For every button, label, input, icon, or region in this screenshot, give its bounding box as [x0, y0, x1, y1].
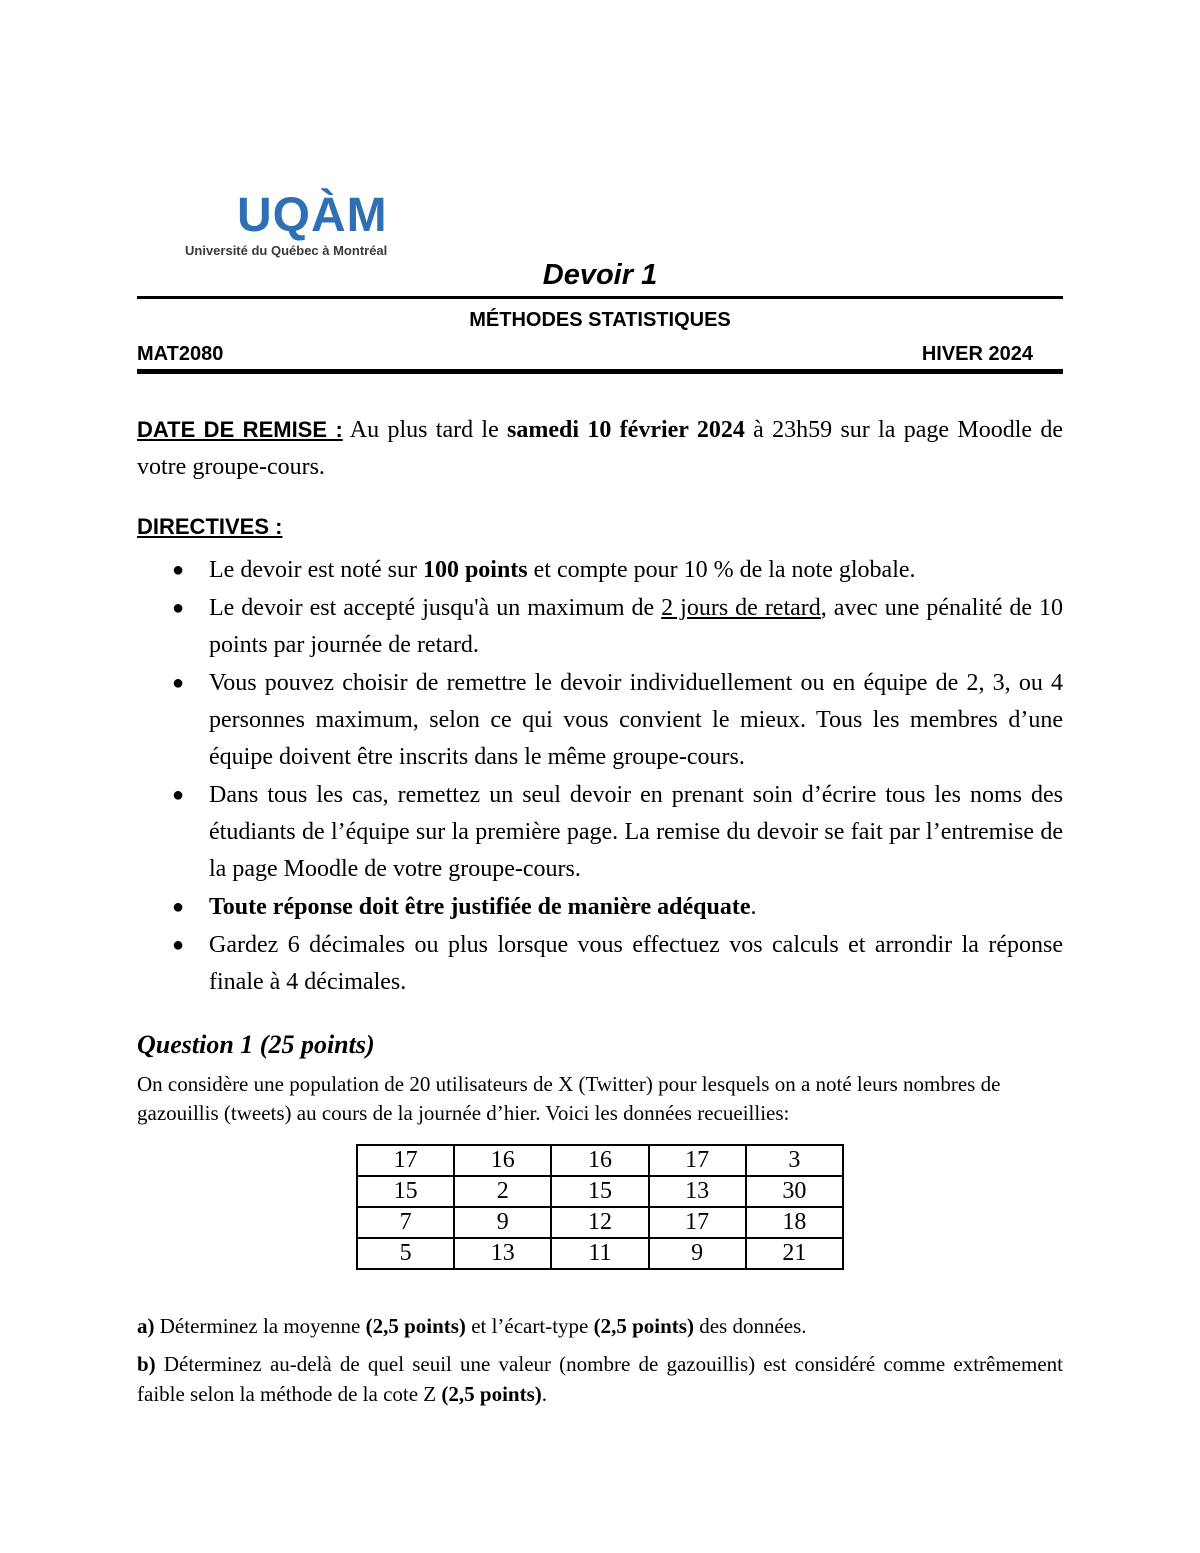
table-cell: 11 [551, 1238, 648, 1269]
list-item [137, 777, 1063, 888]
table-cell: 13 [649, 1176, 746, 1207]
question-1b [137, 1349, 1063, 1409]
bullet-icon: ● [172, 784, 185, 806]
logo-mark: UQÀM [237, 189, 388, 242]
uqam-logo [185, 190, 395, 258]
list-item [137, 889, 1063, 926]
list-item [137, 590, 1063, 664]
qa-points: (2,5 points) [593, 1314, 694, 1338]
table-cell: 21 [746, 1238, 843, 1269]
item-text: Dans tous les cas, remettez un seul devoir en prenant soin d’écrire tous les noms des étudiants de l’équipe sur la première page. La remise du devoir se fait par l’entremise de la page Moodle de votre groupe-cours. [209, 782, 1063, 882]
table-cell: 7 [357, 1207, 454, 1238]
due-text-before: Au plus tard le [342, 417, 508, 443]
list-item [137, 552, 1063, 589]
document-title: Devoir 1 [542, 259, 658, 291]
due-date-paragraph [137, 411, 1063, 486]
table-cell: 3 [746, 1145, 843, 1176]
directives-label: DIRECTIVES : [137, 514, 283, 539]
item-text: Vous pouvez choisir de remettre le devoir individuellement ou en équipe de 2, 3, ou 4 personnes maximum, selon ce qui vous convient le mieux. Tous les membres d’une équipe doivent être inscrits dans le même groupe-cours. [209, 670, 1063, 770]
question-1-intro: On considère une population de 20 utilisateurs de X (Twitter) pour lesquels on a noté leurs nombres de gazouillis (tweets) au cours de la journée d’hier. Voici les données recueillies: [137, 1072, 1001, 1125]
tweets-table [356, 1144, 844, 1270]
bullet-icon: ● [172, 896, 185, 918]
directives-heading [137, 508, 1063, 546]
qa-text: Déterminez la moyenne [154, 1314, 366, 1338]
question-1-title: Question 1 (25 points) [137, 1030, 375, 1059]
bullet-icon: ● [172, 559, 185, 581]
qb-text: . [541, 1382, 547, 1406]
table-cell: 15 [357, 1176, 454, 1207]
due-text-after: à 23h59 sur la page Moodle de votre groupe-cours. [137, 417, 1064, 480]
item-text: et compte pour 10 % de la note globale. [527, 557, 916, 583]
list-item [137, 927, 1063, 1001]
due-label: DATE DE REMISE : [137, 417, 343, 442]
qa-points: (2,5 points) [365, 1314, 466, 1338]
directives-list [137, 552, 1063, 1002]
table-cell: 2 [454, 1176, 551, 1207]
bottom-rule [137, 369, 1063, 374]
qb-letter: b) [137, 1352, 156, 1376]
logo-subtitle: Université du Québec à Montréal [185, 243, 388, 258]
item-bold: Toute réponse doit être justifiée de manière adéquate [209, 894, 751, 920]
item-text: Gardez 6 décimales ou plus lorsque vous effectuez vos calculs et arrondir la réponse finale à 4 décimales. [209, 932, 1063, 995]
table-row [357, 1207, 843, 1238]
table-row [357, 1145, 843, 1176]
qb-points: (2,5 points) [441, 1382, 542, 1406]
question-1a [137, 1311, 1063, 1341]
table-cell: 9 [649, 1238, 746, 1269]
bullet-icon: ● [172, 934, 185, 956]
table-row [357, 1176, 843, 1207]
table-row [357, 1238, 843, 1269]
item-text: Le devoir est accepté jusqu'à un maximum de [209, 595, 662, 621]
course-code: MAT2080 [137, 343, 224, 365]
qa-letter: a) [137, 1314, 155, 1338]
table-cell: 17 [649, 1145, 746, 1176]
term: HIVER 2024 [921, 343, 1033, 365]
table-cell: 30 [746, 1176, 843, 1207]
table-cell: 16 [454, 1145, 551, 1176]
table-cell: 9 [454, 1207, 551, 1238]
table-cell: 18 [746, 1207, 843, 1238]
table-cell: 12 [551, 1207, 648, 1238]
item-text: Le devoir est noté sur [209, 557, 423, 583]
table-cell: 17 [357, 1145, 454, 1176]
item-text: , avec une pénalité de 10 points par journée de retard. [209, 595, 1063, 658]
item-bold: 100 points [422, 557, 528, 583]
item-underlined: 2 jours de retard [661, 595, 821, 621]
top-rule [137, 296, 1063, 299]
qb-text: Déterminez au-delà de quel seuil une valeur (nombre de gazouillis) est considéré comme extrêmement faible selon la méthode de la cote Z [137, 1352, 1063, 1406]
qa-text: des données. [693, 1314, 807, 1338]
bullet-icon: ● [172, 597, 185, 619]
subject-heading: MÉTHODES STATISTIQUES [469, 309, 731, 331]
table-cell: 16 [551, 1145, 648, 1176]
table-cell: 15 [551, 1176, 648, 1207]
due-date: samedi 10 février 2024 [507, 417, 745, 443]
table-cell: 5 [357, 1238, 454, 1269]
table-cell: 17 [649, 1207, 746, 1238]
table-cell: 13 [454, 1238, 551, 1269]
qa-text: et l’écart-type [465, 1314, 594, 1338]
list-item [137, 665, 1063, 776]
course-row [137, 340, 1033, 368]
bullet-icon: ● [172, 672, 185, 694]
item-text: . [750, 894, 757, 920]
